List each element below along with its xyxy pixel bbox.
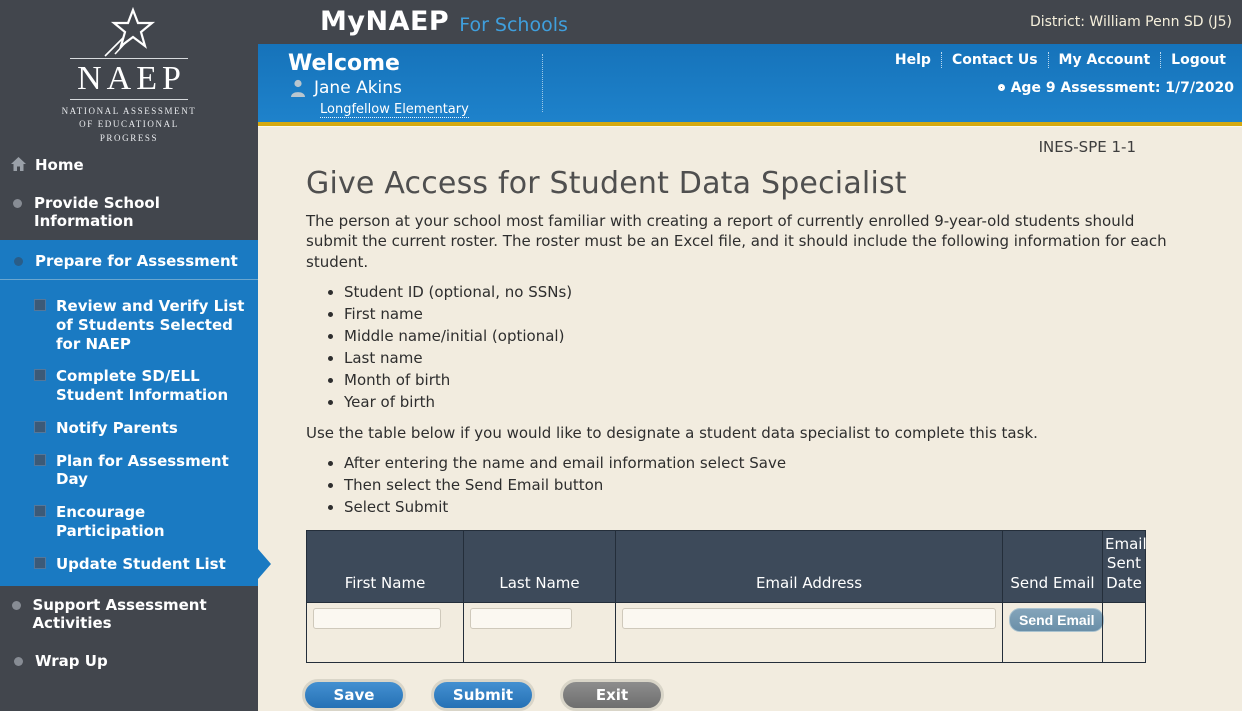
active-item-arrow-icon <box>258 549 271 579</box>
welcome-bar <box>258 44 1242 126</box>
list-item: • Select Submit <box>344 498 1242 516</box>
last-name-input[interactable] <box>470 608 572 629</box>
email-address-cell <box>616 603 1003 663</box>
sidebar-item-label: Prepare for Assessment <box>35 252 238 270</box>
assessment-status-label: Age 9 Assessment: 1/7/2020 <box>1010 79 1234 96</box>
first-name-cell <box>307 603 464 663</box>
sidebar-item-support-assessment-activities[interactable] <box>0 586 258 642</box>
email-address-input[interactable] <box>622 608 996 629</box>
table-row <box>307 603 1146 663</box>
home-icon <box>10 157 26 171</box>
star-icon <box>93 8 165 60</box>
logo-divider-top <box>70 58 188 59</box>
welcome-title: Welcome <box>288 50 400 76</box>
logout-link[interactable]: Logout <box>1160 52 1236 68</box>
sidebar-item-review-and-verify-list[interactable] <box>0 290 258 360</box>
square-bullet-icon <box>34 557 46 569</box>
main-content <box>258 126 1242 711</box>
table-header-row <box>307 530 1146 603</box>
user-name: Jane Akins <box>314 77 402 98</box>
sidebar-item-label: Complete SD/ELL Student Information <box>56 367 229 404</box>
last-name-cell <box>464 603 616 663</box>
list-item: • Month of birth <box>344 371 1242 389</box>
bullet-icon <box>10 195 25 208</box>
sidebar-item-label: Wrap Up <box>35 652 108 671</box>
utility-nav <box>885 52 1236 68</box>
square-bullet-icon <box>34 369 46 381</box>
list-item: • Middle name/initial (optional) <box>344 327 1242 345</box>
email-sent-date-cell <box>1103 603 1146 663</box>
bullet-icon <box>10 597 23 610</box>
col-header-first-name: First Name <box>307 530 464 603</box>
school-link[interactable]: Longfellow Elementary <box>320 101 469 117</box>
square-bullet-icon <box>34 299 46 311</box>
welcome-divider <box>542 54 543 112</box>
list-item: • Last name <box>344 349 1242 367</box>
sidebar-item-label: Review and Verify List of Students Selected for NAEP <box>56 297 245 353</box>
contact-us-link[interactable]: Contact Us <box>941 52 1048 68</box>
sidebar-item-home[interactable] <box>0 146 258 184</box>
assessment-status <box>998 80 1234 96</box>
square-bullet-icon <box>34 454 46 466</box>
sidebar-item-label: Update Student List <box>56 554 226 573</box>
help-link[interactable]: Help <box>894 51 931 68</box>
intro-paragraph: The person at your school most familiar with creating a report of currently enrolled 9-year-old students should submit the current roster. The roster must be an Excel file, and it should include the following information for each student. <box>306 211 1167 272</box>
col-header-last-name: Last Name <box>464 530 616 603</box>
sidebar-item-plan-for-assessment-day[interactable] <box>0 445 258 497</box>
logo-acronym: NAEP <box>77 60 186 97</box>
col-header-email-address: Email Address <box>616 530 1003 603</box>
first-name-input[interactable] <box>313 608 441 629</box>
brand-subtitle: For Schools <box>459 13 568 36</box>
roster-fields-list <box>344 283 1242 411</box>
send-email-cell <box>1003 603 1103 663</box>
save-button[interactable]: Save <box>302 679 406 711</box>
sidebar-nav <box>0 146 258 711</box>
logo-org-name <box>62 105 197 146</box>
sidebar-item-label: Notify Parents <box>56 418 178 437</box>
sidebar-item-wrap-up[interactable] <box>0 642 258 680</box>
sidebar-item-complete-sd-ell-information[interactable] <box>0 360 258 412</box>
naep-logo <box>0 0 258 146</box>
bullet-icon <box>10 653 26 666</box>
sidebar-item-notify-parents[interactable] <box>0 412 258 445</box>
list-item: • First name <box>344 305 1242 323</box>
page-code: INES-SPE 1-1 <box>1038 137 1136 156</box>
logo-org-line3: PROGRESS <box>99 132 159 143</box>
submit-button[interactable]: Submit <box>431 679 535 711</box>
sidebar-item-label: Encourage Participation <box>56 503 165 540</box>
specialist-table <box>306 530 1146 664</box>
page-title: Give Access for Student Data Specialist <box>306 165 907 201</box>
sidebar-item-update-student-list[interactable] <box>0 548 258 581</box>
sidebar-item-label: Provide School Information <box>33 194 160 230</box>
sidebar-item-label: Plan for Assessment Day <box>56 451 229 489</box>
list-item: • Student ID (optional, no SSNs) <box>344 283 1242 301</box>
sidebar-item-prepare-for-assessment[interactable] <box>0 240 258 280</box>
action-button-row <box>302 679 1242 711</box>
my-account-link[interactable]: My Account <box>1048 52 1161 68</box>
list-item: • After entering the name and email information select Save <box>344 454 1242 472</box>
bullet-icon <box>10 253 26 266</box>
square-bullet-icon <box>34 505 46 517</box>
table-instruction: Use the table below if you would like to designate a student data specialist to complete this task. <box>306 423 1038 442</box>
steps-list <box>344 454 1242 516</box>
district-label: District: William Penn SD (J5) <box>1029 13 1232 30</box>
logo-org-line2: OF EDUCATIONAL <box>79 119 179 130</box>
square-bullet-icon <box>34 421 46 433</box>
sidebar-item-encourage-participation[interactable] <box>0 496 258 548</box>
col-header-send-email: Send Email <box>1003 530 1103 603</box>
sidebar-item-label: Support Assessment Activities <box>32 596 207 633</box>
list-item: • Then select the Send Email button <box>344 476 1242 494</box>
person-icon <box>290 79 306 97</box>
sidebar-item-label: Home <box>35 156 84 174</box>
right-column <box>258 0 1242 711</box>
exit-button[interactable]: Exit <box>560 679 664 711</box>
list-item: • Year of birth <box>344 393 1242 411</box>
col-header-email-sent-date: Email Sent Date <box>1103 530 1146 603</box>
send-email-button[interactable]: Send Email <box>1009 608 1104 632</box>
sidebar-section-prepare-for-assessment <box>0 240 258 586</box>
top-header-bar <box>258 0 1242 44</box>
left-column <box>0 0 258 711</box>
logo-org-line1: NATIONAL ASSESSMENT <box>61 105 197 116</box>
brand-title: MyNAEP <box>320 6 450 38</box>
target-icon <box>998 84 1005 91</box>
sidebar-item-provide-school-information[interactable] <box>0 184 258 240</box>
logo-divider-bottom <box>70 99 188 100</box>
